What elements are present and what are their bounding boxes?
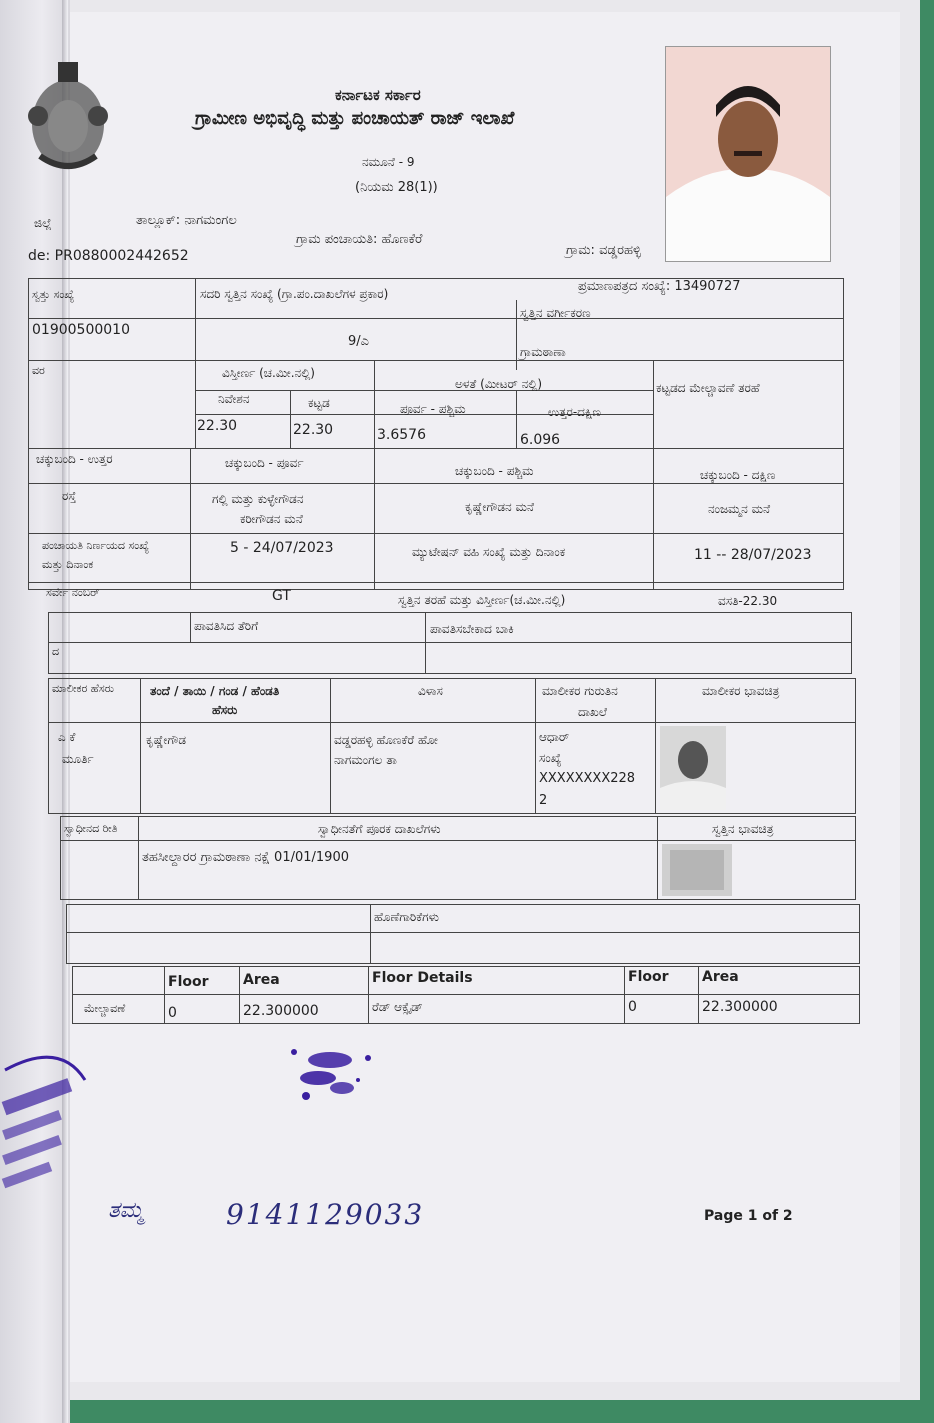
acquisition-docs-value: ತಹಸೀಲ್ದಾರರ ಗ್ರಾಮಠಾಣಾ ನಕ್ಷೆ 01/01/1900 — [142, 850, 349, 865]
property-code: de: PR0880002442652 — [28, 248, 189, 264]
south-boundary-label: ಚಕ್ಕುಬಂದಿ - ದಕ್ಷಿಣ — [700, 468, 776, 482]
floor-details-value: ರೆಡ್ ಆಕ್ಸೈಡ್ — [372, 1000, 423, 1014]
rule-line — [138, 816, 139, 900]
ink-stamp-smudge — [270, 1030, 390, 1110]
rule-line — [195, 278, 196, 448]
owner-name-line1: ಎ ಕೆ — [58, 730, 76, 744]
acquisition-label: ಸ್ವಾಧೀನದ ರೀತಿ — [64, 822, 118, 835]
rule-line — [28, 483, 844, 484]
parent-name-label: ತಂದೆ / ತಾಯಿ / ಗಂಡ / ಹೆಂಡತಿ — [150, 684, 280, 698]
form-number: ನಮೂನೆ - 9 — [362, 155, 415, 169]
rule-line — [657, 816, 658, 900]
rule-line — [72, 994, 860, 995]
rule-line — [370, 904, 371, 964]
rule-line — [330, 678, 331, 814]
tax-due-label: ಪಾವತಿಸಬೇಕಾದ ಬಾಕಿ — [430, 622, 514, 636]
floor-value-1: 0 — [168, 1005, 177, 1021]
rule-line — [140, 678, 141, 814]
parent-name: ಕೃಷ್ಣೇಗೌಡ — [146, 733, 186, 747]
rule-line — [190, 612, 191, 642]
property-type-label: ಸ್ವತ್ತಿನ ತರಹೆ ಮತ್ತು ವಿಸ್ತೀರ್ಣ(ಚ.ಮೀ.ನಲ್ಲಿ) — [398, 593, 566, 607]
rule-line — [655, 678, 656, 814]
owner-thumbnail — [660, 726, 726, 810]
gram-panchayat: ಗ್ರಾಮ ಪಂಚಾಯತಿ: ಹೊಣಕೆರೆ — [296, 232, 423, 247]
type-fragment: ವರ — [32, 364, 45, 377]
mutation-value: 11 -- 28/07/2023 — [694, 547, 812, 563]
rule-line — [60, 840, 856, 841]
rule-line — [425, 612, 426, 674]
handwritten-prefix: ತಮ್ಮ — [108, 1198, 144, 1223]
page-number: Page 1 of 2 — [704, 1208, 793, 1224]
north-boundary: ರಸ್ತೆ — [62, 489, 77, 503]
property-id-label: ಸ್ವತ್ತು ಸಂಖ್ಯೆ — [32, 288, 75, 301]
owner-name-label: ಮಾಲೀಕರ ಹೆಸರು — [52, 682, 115, 695]
liabilities-table — [66, 904, 860, 964]
area-value-1: 22.300000 — [243, 1003, 319, 1019]
rule-line — [624, 966, 625, 1024]
building-area: 22.30 — [293, 422, 334, 438]
rule-line — [48, 722, 856, 723]
owner-id-label-2: ದಾಖಲೆ — [578, 705, 607, 719]
owner-address-line1: ವಡ್ಡರಹಳ್ಳಿ ಹೊಣಕೆರೆ ಹೋ — [334, 733, 438, 747]
north-south-label: ಉತ್ತರ-ದಕ್ಷಿಣ — [548, 405, 601, 419]
classification-value: ಗ್ರಾಮಠಾಣಾ — [520, 345, 566, 359]
property-photo-label: ಸ್ವತ್ತಿನ ಭಾವಚಿತ್ರ — [712, 822, 774, 836]
handwritten-phone: 9141129033 — [226, 1198, 425, 1231]
east-boundary-line2: ಕರೀಗೌಡನ ಮನೆ — [240, 512, 303, 526]
rule-line — [28, 448, 844, 449]
rule-line — [290, 390, 291, 448]
rule-line — [535, 678, 536, 814]
classification-label: ಸ್ವತ್ತಿನ ವರ್ಗೀಕರಣ — [520, 306, 591, 320]
survey-label: ಸರ್ವೇ ನಂಬರ್ — [46, 586, 100, 599]
gp-number: 9/ಎ — [348, 334, 369, 349]
district-fragment: ಜಿಲ್ಲೆ — [34, 216, 52, 230]
owner-id-line1: ಆಧಾರ್ — [539, 730, 570, 744]
floor-header-1: Floor — [168, 974, 209, 990]
survey-value: GT — [272, 588, 291, 604]
north-south-value: 6.096 — [520, 432, 561, 448]
portrait-image — [666, 47, 830, 261]
north-boundary-label: ಚಕ್ಕುಬಂದಿ - ಉತ್ತರ — [36, 452, 113, 466]
address-label: ವಿಳಾಸ — [418, 684, 443, 698]
owner-photo-label: ಮಾಲೀಕರ ಭಾವಚಿತ್ರ — [702, 684, 780, 698]
rule-line — [164, 966, 165, 1024]
rule-line — [28, 533, 844, 534]
west-boundary-label: ಚಕ್ಕುಬಂದಿ - ಪಶ್ಚಿಮ — [455, 464, 534, 478]
east-boundary-label: ಚಕ್ಕುಬಂದಿ - ಪೂರ್ವ — [225, 456, 304, 470]
property-thumbnail — [662, 844, 732, 896]
rule-line — [66, 932, 860, 933]
gp-number-label: ಸದರಿ ಸ್ವತ್ತಿನ ಸಂಖ್ಯೆ (ಗ್ರಾ.ಪಂ.ದಾಖಲೆಗಳ ಪ್ರಕಾರ) — [200, 287, 389, 301]
tax-paid-label: ಪಾವತಿಸಿದ ತೆರಿಗೆ — [194, 619, 259, 633]
east-west-value: 3.6576 — [377, 427, 426, 443]
karnataka-emblem — [20, 46, 116, 176]
area-label: ವಿಸ್ತೀರ್ಣ (ಚ.ಮೀ.ನಲ್ಲಿ) — [222, 366, 315, 380]
village: ಗ್ರಾಮ: ವಡ್ಡರಹಳ್ಳಿ — [566, 243, 641, 258]
property-id: 01900500010 — [32, 322, 130, 338]
certificate-number: ಪ್ರಮಾಣಪತ್ರದ ಸಂಖ್ಯೆ: 13490727 — [578, 279, 741, 294]
floor-value-2: 0 — [628, 999, 637, 1015]
rule-line — [516, 300, 517, 370]
rule-line — [48, 642, 852, 643]
area-header-2: Area — [702, 969, 739, 985]
east-west-label: ಪೂರ್ವ - ಪಶ್ಚಿಮ — [400, 402, 466, 416]
floor-row-label: ಮೇಲ್ಚಾವಣೆ — [84, 1002, 126, 1015]
rule-number: (ನಿಯಮ 28(1)) — [355, 180, 438, 195]
floor-details-header: Floor Details — [372, 970, 473, 986]
east-boundary-line1: ಗಲ್ಲಿ ಮತ್ತು ಕುಳ್ಳೇಗೌಡನ — [212, 492, 304, 506]
property-table — [28, 278, 844, 590]
liabilities-label: ಹೊಣೆಗಾರಿಕೆಗಳು — [374, 910, 439, 924]
rule-line — [190, 448, 191, 590]
site-area: 22.30 — [197, 418, 238, 434]
building-label: ಕಟ್ಟಡ — [308, 396, 330, 410]
site-label: ನಿವೇಶನ — [218, 392, 250, 406]
rule-line — [195, 390, 653, 391]
owner-id-line4: 2 — [539, 793, 548, 808]
resolution-label: ಪಂಚಾಯತಿ ನಿರ್ಣಯದ ಸಂಖ್ಯೆ — [42, 539, 150, 552]
owner-id-line3: XXXXXXXX228 — [539, 771, 636, 786]
south-boundary: ನಂಜಮ್ಮನ ಮನೆ — [708, 502, 771, 516]
rule-line — [374, 360, 375, 590]
owner-id-line2: ಸಂಖ್ಯೆ — [539, 751, 562, 765]
floor-header-2: Floor — [628, 969, 669, 985]
acquisition-docs-label: ಸ್ವಾಧೀನತೆಗೆ ಪೂರಕ ದಾಖಲೆಗಳು — [318, 822, 441, 836]
owner-address-line2: ನಾಗಮಂಗಲ ತಾ — [334, 753, 397, 767]
parent-name-label-2: ಹೆಸರು — [212, 703, 238, 717]
rule-line — [28, 318, 844, 319]
tax-fragment: ದ — [52, 645, 60, 658]
rule-line — [653, 360, 654, 590]
resolution-label-2: ಮತ್ತು ದಿನಾಂಕ — [42, 558, 94, 571]
construction-label: ಕಟ್ಟಡದ ಮೇಲ್ಚಾವಣೆ ತರಹೆ — [656, 381, 760, 395]
rule-line — [28, 360, 844, 361]
rule-line — [28, 582, 844, 583]
dimension-label: ಅಳತೆ (ಮೀಟರ್ ನಲ್ಲಿ) — [455, 377, 543, 391]
owner-name-line2: ಮೂರ್ತಿ — [62, 752, 94, 766]
area-header-1: Area — [243, 972, 280, 988]
rule-line — [698, 966, 699, 1024]
owner-photo — [665, 46, 831, 262]
property-type-value: ವಸತಿ-22.30 — [718, 594, 778, 608]
west-boundary: ಕೃಷ್ಣೇಗೌಡನ ಮನೆ — [465, 500, 535, 514]
state-title: ಕರ್ನಾಟಕ ಸರ್ಕಾರ — [335, 86, 421, 104]
mutation-label: ಮ್ಯುಟೇಷನ್ ವಹಿ ಸಂಖ್ಯೆ ಮತ್ತು ದಿನಾಂಕ — [412, 545, 566, 559]
resolution-value: 5 - 24/07/2023 — [230, 540, 334, 556]
taluk: ತಾಲ್ಲೂಕ್: ನಾಗಮಂಗಲ — [136, 213, 237, 228]
rule-line — [239, 966, 240, 1024]
department-title: ಗ್ರಾಮೀಣ ಅಭಿವೃದ್ಧಿ ಮತ್ತು ಪಂಚಾಯತ್ ರಾಜ್ ಇಲಾಖೆ — [195, 108, 515, 129]
owner-id-label: ಮಾಲೀಕರ ಗುರುತಿನ — [542, 684, 618, 698]
rule-line — [516, 390, 517, 448]
rule-line — [368, 966, 369, 1024]
area-value-2: 22.300000 — [702, 999, 778, 1015]
shop-stamp — [0, 1030, 90, 1230]
